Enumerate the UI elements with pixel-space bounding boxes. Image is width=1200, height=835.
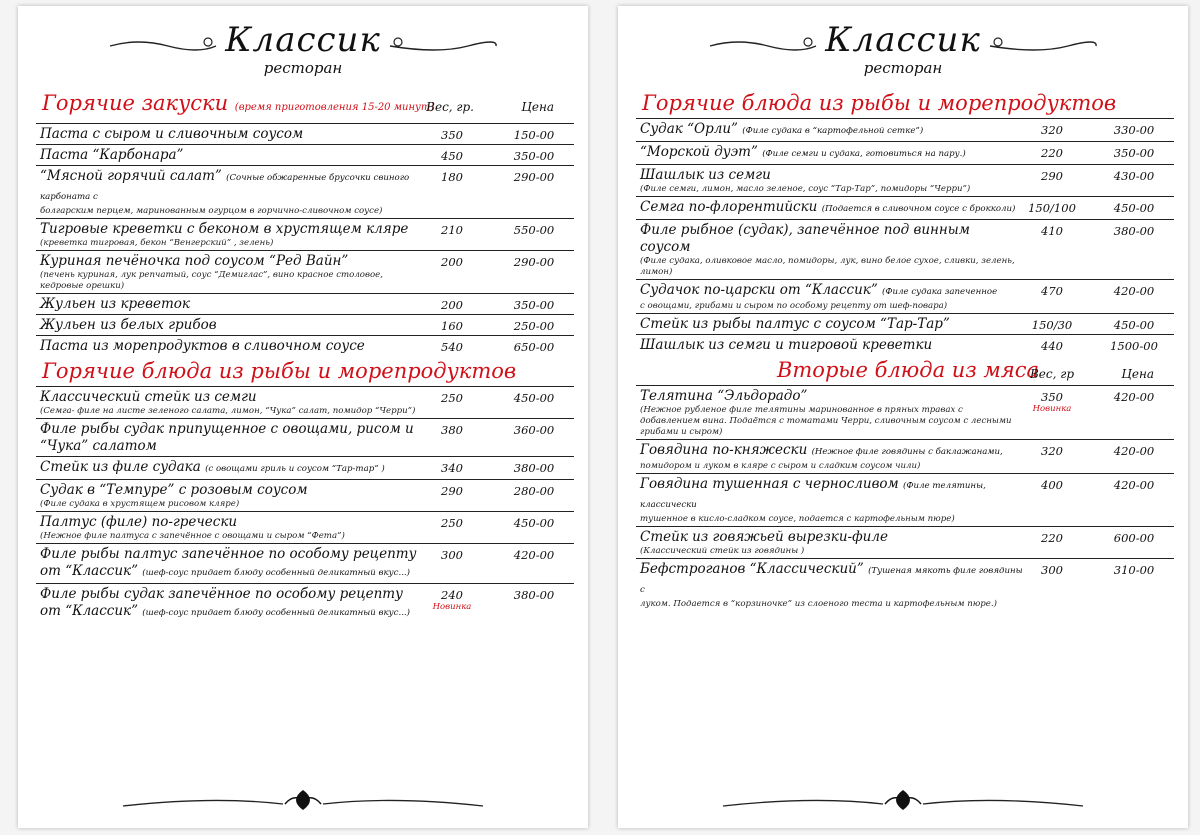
menu-item-description: (печень куриная, лук репчатый, соус “Демиглас”, вино красное столовое, кедровые орешки) (40, 270, 383, 291)
restaurant-subtitle: ресторан (863, 59, 943, 77)
footer-ornament (618, 786, 1188, 818)
menu-item-price: 350-00 (513, 298, 555, 312)
menu-item-inline-desc: (Филе семги и судака, готовиться на пару.) (762, 149, 966, 159)
menu-item (36, 386, 574, 418)
menu-item (636, 118, 1174, 141)
menu-item-price: 330-00 (1113, 123, 1155, 137)
menu-item-description: (Филе семги, лимон, масло зеленое, соус “Тар-Тар”, помидоры “Черри”) (640, 184, 971, 194)
menu-item (636, 558, 1174, 611)
menu-item-title: Шашлык из семги и тигровой креветки (640, 337, 933, 353)
menu-item-weight: 160 (441, 319, 463, 333)
menu-item-description: (Классический стейк из говядины ) (640, 546, 805, 556)
menu-item-title-cont: “Чука” салатом (40, 438, 157, 454)
menu-item-name-line2 (40, 603, 574, 622)
menu-item-price: 150-00 (513, 128, 555, 142)
menu-item (36, 335, 574, 356)
menu-item-description: (Филе судака, оливковое масло, помидоры, лук, вино белое сухое, сливки, зелень, лимон) (640, 256, 1015, 277)
menu-item-weight: 540 (441, 340, 463, 354)
menu-item-description: с овощами, грибами и сыром по особому рецепту от шеф-повара) (640, 301, 948, 311)
menu-item-title: Говядина тушенная с черносливом (640, 476, 899, 492)
menu-item-title: Тигровые креветки с беконом в хрустящем кляре (40, 221, 409, 237)
menu-item-weight: 340 (441, 461, 463, 475)
scroll-flourish-icon (108, 36, 218, 56)
menu-item (636, 279, 1174, 313)
menu-item-inline-desc: (Филе телятины, классически (640, 481, 986, 510)
menu-item-price: 350-00 (513, 149, 555, 163)
menu-item-price: 420-00 (1113, 390, 1155, 404)
menu-item-weight: 320 (1041, 123, 1063, 137)
column-header-weight: Вес, гр. (426, 100, 474, 114)
menu-item-price: 290-00 (513, 255, 555, 269)
menu-item-weight: 180 (441, 170, 463, 184)
menu-item-weight: 320 (1041, 444, 1063, 458)
menu-item-weight: 220 (1041, 531, 1063, 545)
menu-item (636, 334, 1174, 355)
menu-item (636, 141, 1174, 164)
menu-item-inline-desc: (Сочные обжаренные брусочки свиного карбоната с (40, 173, 410, 202)
section-title (636, 88, 1174, 118)
menu-item-price: 600-00 (1113, 531, 1155, 545)
section-title-text: Вторые блюда из мяса (776, 358, 1040, 382)
menu-item-weight: 400 (1041, 478, 1063, 492)
menu-item-price: 250-00 (513, 319, 555, 333)
menu-item-weight: 290 (441, 484, 463, 498)
menu-item-description: (Семга- филе на листе зеленого салата, лимон, “Чука” салат, помидор “Черри”) (40, 406, 416, 416)
menu-item-inline-desc: (Нежное филе говядины с баклажанами, (811, 447, 1003, 457)
menu-item-inline-desc: (с овощами гриль и соусом “Тар-тар” ) (205, 464, 385, 474)
menu-item-description: (креветка тигровая, бекон “Венгерский” , зелень) (40, 238, 274, 248)
menu-item-title: Куриная печёночка под соусом “Ред Вайн” (40, 253, 349, 269)
menu-item (36, 418, 574, 456)
menu-page-right (618, 6, 1188, 828)
menu-item-title: Паста “Карбонара” (40, 147, 184, 163)
menu-item (36, 123, 574, 144)
menu-item (36, 314, 574, 335)
menu-item-price: 450-00 (513, 516, 555, 530)
menu-item-price: 420-00 (1113, 284, 1155, 298)
menu-body-left (36, 88, 574, 623)
menu-item-title-cont: от “Классик” (40, 563, 138, 579)
menu-item-title: “Мясной горячий салат” (40, 168, 222, 184)
menu-item (36, 583, 574, 623)
menu-item-price: 280-00 (513, 484, 555, 498)
column-header-price: Цена (1121, 367, 1154, 381)
menu-item-price: 380-00 (513, 588, 555, 602)
scroll-flourish-icon (988, 36, 1098, 56)
menu-item-price: 430-00 (1113, 169, 1155, 183)
menu-item-title: Бефстроганов “Классический” (640, 561, 864, 577)
menu-item-weight: 350 (441, 128, 463, 142)
menu-item-inline-desc: (шеф-соус придает блюду особенный деликатный вкус...) (142, 608, 411, 618)
menu-page-left (18, 6, 588, 828)
section-title (636, 355, 1174, 385)
menu-item-title: Филе рыбы судак припущенное с овощами, рисом и (40, 421, 414, 437)
menu-item-price: 450-00 (513, 391, 555, 405)
menu-item-price: 450-00 (1113, 201, 1155, 215)
column-header-weight: Вес, гр (1029, 367, 1074, 381)
menu-item-price: 380-00 (513, 461, 555, 475)
restaurant-name: Классик (825, 20, 981, 60)
menu-item-title: Классический стейк из семги (40, 389, 257, 405)
section-title-text: Горячие блюда из рыбы и морепродуктов (42, 359, 517, 383)
menu-item (636, 196, 1174, 219)
column-header-price: Цена (521, 100, 554, 114)
menu-item-title: “Морской дуэт” (640, 144, 758, 160)
menu-item-title: Паста с сыром и сливочным соусом (40, 126, 304, 142)
menu-item-title: Стейк из говяжьей вырезки-филе (640, 529, 888, 545)
menu-item-weight: 410 (1041, 224, 1063, 238)
menu-item (36, 511, 574, 543)
section-title-text: Горячие блюда из рыбы и морепродуктов (642, 91, 1117, 115)
menu-item (636, 439, 1174, 473)
menu-item-weight: 350 Новинка (1022, 390, 1082, 414)
menu-item-description: (Нежное филе палтуса с запечённое с овощами и сыром “Фета”) (40, 531, 345, 541)
menu-item-name-line2 (40, 438, 574, 455)
menu-item-weight: 250 (441, 516, 463, 530)
menu-item (636, 164, 1174, 196)
menu-item-description: болгарским перцем, маринованным огурцом в горчично-сливочном соусе) (40, 206, 383, 216)
menu-item (36, 543, 574, 583)
menu-item-price: 350-00 (1113, 146, 1155, 160)
section-title (36, 356, 574, 386)
section-title-text: Горячие закуски (42, 91, 229, 115)
menu-item-weight: 450 (441, 149, 463, 163)
menu-item-title-cont: от “Классик” (40, 603, 138, 619)
menu-item (636, 385, 1174, 439)
menu-item-description: помидором и луком в кляре с сыром и сладким соусом чили) (640, 461, 921, 471)
scroll-flourish-icon (388, 36, 498, 56)
menu-item-inline-desc: (Подается в сливочном соусе с брокколи) (821, 204, 1016, 214)
menu-item-price: 310-00 (1113, 563, 1155, 577)
menu-item-title: Палтус (филе) по-гречески (40, 514, 238, 530)
restaurant-name: Классик (225, 20, 381, 60)
restaurant-subtitle: ресторан (263, 59, 343, 77)
menu-item-title: Телятина “Эльдорадо” (640, 388, 808, 404)
menu-item (36, 293, 574, 314)
menu-item (36, 456, 574, 479)
menu-item (636, 313, 1174, 334)
menu-item-price: 420-00 (1113, 444, 1155, 458)
menu-item-weight: 240 Новинка (422, 588, 482, 612)
section-title (36, 88, 574, 123)
menu-item (36, 218, 574, 250)
menu-item-title: Судак в “Темпуре” с розовым соусом (40, 482, 308, 498)
menu-item-price: 420-00 (1113, 478, 1155, 492)
menu-item-title: Семга по-флорентийски (640, 199, 818, 215)
menu-body-right (636, 88, 1174, 611)
menu-item-title: Жульен из белых грибов (40, 317, 217, 333)
menu-item-weight: 470 (1041, 284, 1063, 298)
menu-item (636, 219, 1174, 279)
menu-item-price: 650-00 (513, 340, 555, 354)
menu-item-title: Филе рыбное (судак), запечённое под винным соусом (640, 222, 970, 255)
menu-item-description: (Нежное рубленое филе телятины маринованное в пряных травах с добавлением вина. Подаётся с томатами Черри, сливочным соусом с лесными грибами и сыром) (640, 405, 1012, 437)
menu-item-inline-desc: (Филе судака в “картофельной сетке”) (742, 126, 924, 136)
menu-item-inline-desc: (Филе судака запеченное (882, 287, 998, 297)
menu-item-price: 290-00 (513, 170, 555, 184)
menu-item (36, 165, 574, 218)
footer-ornament (18, 786, 588, 818)
menu-item-weight: 290 (1041, 169, 1063, 183)
ornament-divider-icon (713, 786, 1093, 814)
menu-item-title: Жульен из креветок (40, 296, 190, 312)
menu-item-price: 550-00 (513, 223, 555, 237)
menu-item-price: 380-00 (1113, 224, 1155, 238)
menu-item (36, 479, 574, 511)
menu-item-description: (Филе судака в хрустящем рисовом кляре) (40, 499, 240, 509)
menu-item (636, 473, 1174, 526)
menu-item-description: луком. Подается в “корзиночке” из слоеного теста и картофельным пюре.) (640, 599, 997, 609)
menu-item-title: Стейк из рыбы палтус с соусом “Тар-Тар” (640, 316, 950, 332)
menu-item-inline-desc: (Тушеная мякоть филе говядины с (640, 566, 1023, 595)
menu-item-description: тушенное в кисло-сладком соусе, подается с картофельным пюре) (640, 514, 955, 524)
menu-item-weight: 440 (1041, 339, 1063, 353)
menu-item-weight: 200 (441, 298, 463, 312)
menu-item-inline-desc: (шеф-соус придает блюду особенный деликатный вкус...) (142, 568, 411, 578)
menu-item-price: 420-00 (513, 548, 555, 562)
menu-item-title: Судачок по-царски от “Классик” (640, 282, 878, 298)
menu-item (636, 526, 1174, 558)
menu-item-weight: 200 (441, 255, 463, 269)
menu-item-weight: 300 (1041, 563, 1063, 577)
page-header (18, 12, 588, 88)
menu-item-price: 360-00 (513, 423, 555, 437)
ornament-divider-icon (113, 786, 493, 814)
menu-item-title: Паста из морепродуктов в сливочном соусе (40, 338, 365, 354)
menu-item-price: 450-00 (1113, 318, 1155, 332)
section-note: (время приготовления 15-20 минут) (234, 102, 435, 113)
new-badge: Новинка (432, 602, 472, 612)
menu-item-price: 1500-00 (1110, 339, 1158, 353)
menu-item-name-line2 (40, 563, 574, 582)
menu-item-weight: 380 (441, 423, 463, 437)
menu-item-title: Филе рыбы судак запечённое по особому рецепту (40, 586, 403, 602)
menu-item-weight: 150/100 (1028, 201, 1076, 215)
new-badge: Новинка (1032, 404, 1072, 414)
menu-item (36, 144, 574, 165)
menu-item-title: Филе рыбы палтус запечённое по особому рецепту (40, 546, 417, 562)
menu-item-weight: 300 (441, 548, 463, 562)
menu-item-title: Стейк из филе судака (40, 459, 201, 475)
menu-item-weight: 250 (441, 391, 463, 405)
menu-item-weight: 220 (1041, 146, 1063, 160)
menu-item-weight: 210 (441, 223, 463, 237)
menu-item-title: Судак “Орли” (640, 121, 738, 137)
menu-item-title: Шашлык из семги (640, 167, 771, 183)
scroll-flourish-icon (708, 36, 818, 56)
page-header (618, 12, 1188, 88)
menu-item (36, 250, 574, 293)
menu-item-title: Говядина по-княжески (640, 442, 808, 458)
menu-item-weight: 150/30 (1031, 318, 1073, 332)
